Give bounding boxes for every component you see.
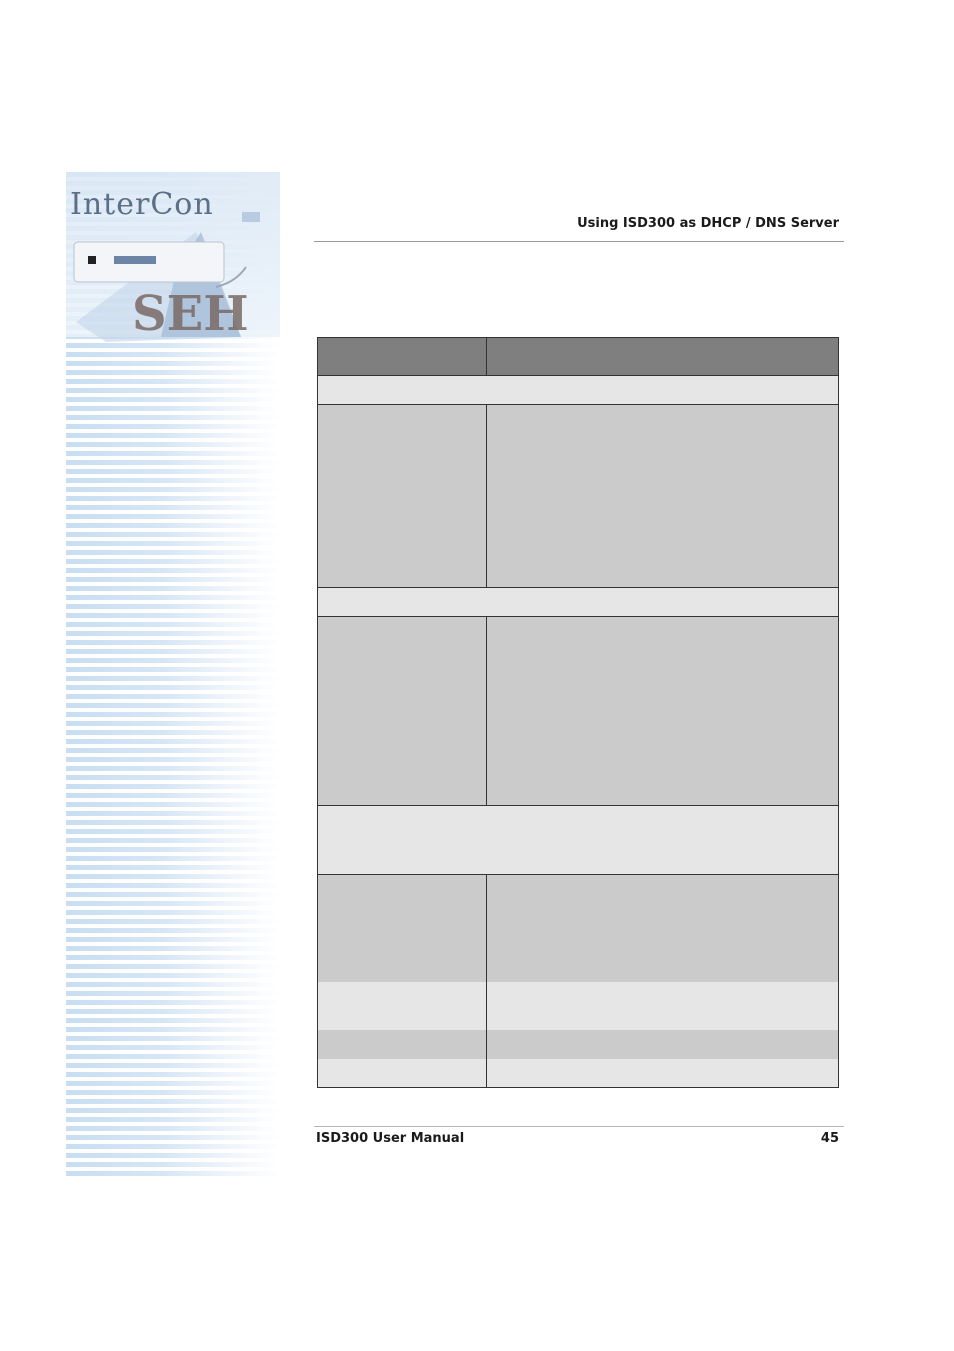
- table-cell: [487, 875, 839, 982]
- table-cell: [317, 405, 487, 587]
- table-cell: [487, 1030, 839, 1059]
- table-cell: [317, 1030, 487, 1059]
- table-row: [317, 1030, 839, 1059]
- table-row: [317, 874, 839, 982]
- page-number: 45: [820, 1131, 839, 1146]
- table-cell: [317, 982, 487, 1030]
- section-row: [317, 375, 839, 404]
- table-cell: [487, 405, 839, 587]
- footer-rule: [314, 1126, 844, 1127]
- table-cell: [317, 875, 487, 982]
- table-header-row: [317, 337, 839, 375]
- header-cell: [317, 337, 487, 375]
- side-banner: [66, 172, 280, 1177]
- table-cell: [317, 617, 487, 805]
- header-rule: [314, 241, 844, 242]
- table-cell: [487, 982, 839, 1030]
- settings-table: [317, 337, 839, 1088]
- table-row: [317, 982, 839, 1030]
- intercon-logo-text: InterCon: [70, 187, 214, 222]
- seh-logo-text: SEH: [132, 286, 249, 342]
- header-cell: [487, 337, 839, 375]
- running-header: Using ISD300 as DHCP / DNS Server: [577, 216, 839, 231]
- banner-graphic: [66, 172, 280, 1177]
- table-cell: [487, 1059, 839, 1088]
- section-row: [317, 587, 839, 616]
- table-row: [317, 1059, 839, 1088]
- footer-manual-title: ISD300 User Manual: [316, 1131, 465, 1146]
- table-row: [317, 616, 839, 805]
- section-row: [317, 805, 839, 874]
- table-cell: [487, 617, 839, 805]
- table-cell: [317, 1059, 487, 1088]
- table-row: [317, 404, 839, 587]
